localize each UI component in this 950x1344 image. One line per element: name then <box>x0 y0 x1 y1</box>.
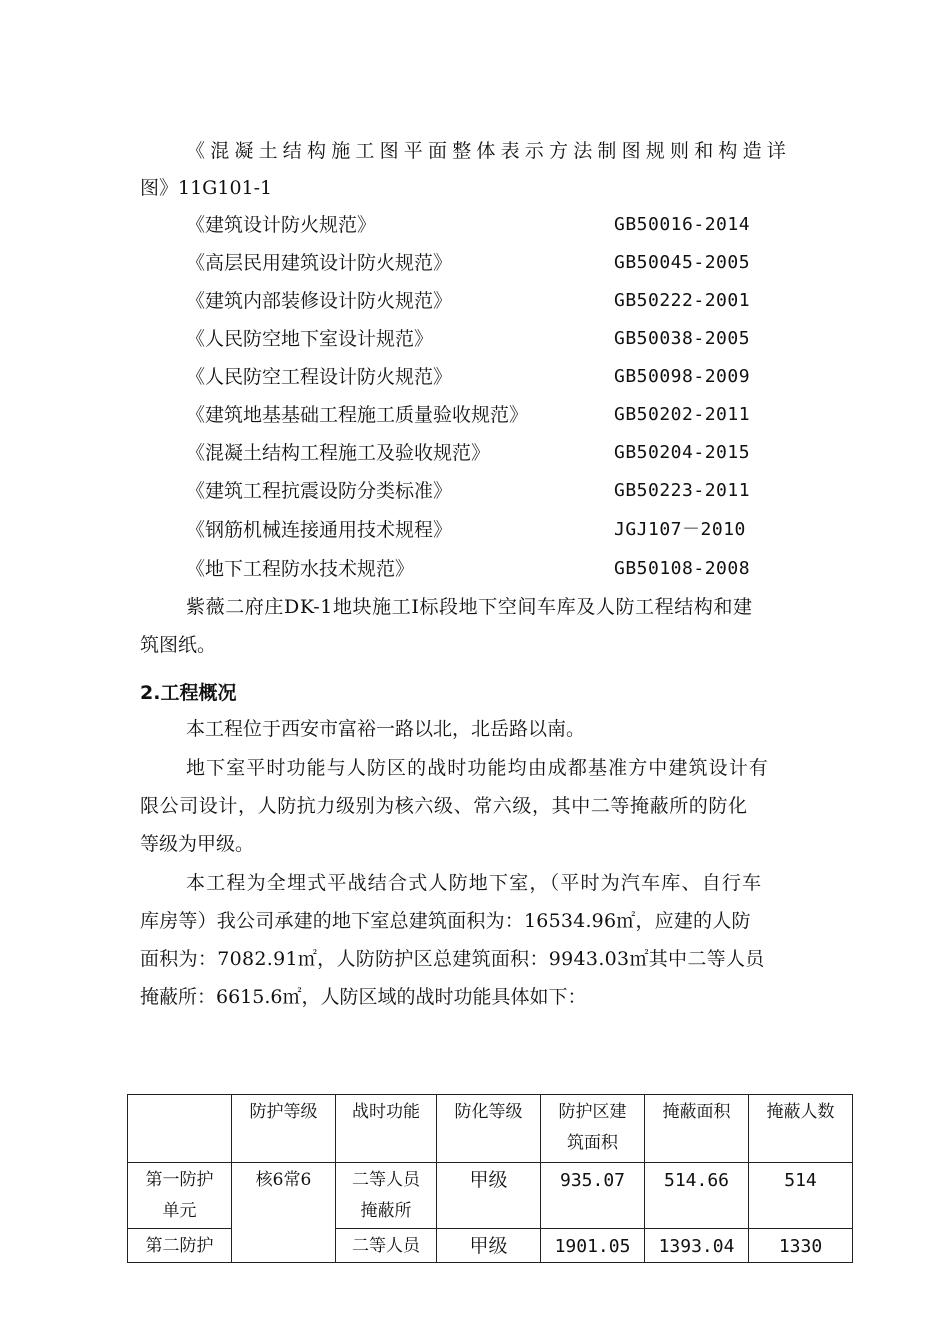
intro-line-1: 《混凝土结构施工图平面整体表示方法制图规则和构造详 <box>186 140 792 162</box>
paragraph-location: 本工程位于西安市富裕一路以北，北岳路以南。 <box>186 718 586 740</box>
unit-name-cell <box>128 1163 232 1229</box>
table-header-row <box>128 1095 853 1163</box>
section-heading: 2.工程概况 <box>140 682 237 704</box>
header-protected-area-line-2: 筑面积 <box>567 1133 618 1153</box>
reference-item <box>186 478 826 504</box>
reference-item <box>186 288 826 314</box>
unit-name-cell: 第二防护 <box>128 1229 232 1263</box>
chem-level-cell: 甲级 <box>437 1163 541 1229</box>
reference-code: GB50204-2015 <box>614 442 751 463</box>
paragraph-design-line-3: 等级为甲级。 <box>140 833 255 855</box>
paragraph-area-line-4: 掩蔽所：6615.6㎡，人防区域的战时功能具体如下： <box>140 986 587 1008</box>
drawings-line-2: 筑图纸。 <box>140 634 217 656</box>
reference-code: GB50016-2014 <box>614 214 751 235</box>
reference-code: GB50045-2005 <box>614 252 751 273</box>
reference-title: 《混凝土结构工程施工及验收规范》 <box>186 442 491 464</box>
reference-code: JGJ107－2010 <box>614 519 746 540</box>
reference-title: 《建筑工程抗震设防分类标准》 <box>186 480 453 502</box>
drawings-line-1: 紫薇二府庄DK-1地块施工Ⅰ标段地下空间车库及人防工程结构和建 <box>186 596 753 618</box>
reference-title: 《建筑设计防火规范》 <box>186 214 377 236</box>
header-shelter-people: 掩蔽人数 <box>749 1095 853 1163</box>
reference-code: GB50108-2008 <box>614 558 751 579</box>
reference-title: 《人民防空工程设计防火规范》 <box>186 366 453 388</box>
reference-item <box>186 440 826 466</box>
header-blank-cell <box>128 1095 232 1163</box>
header-protection-level: 防护等级 <box>232 1095 336 1163</box>
header-protected-area <box>541 1095 645 1163</box>
protected-area-cell: 1901.05 <box>541 1229 645 1263</box>
reference-item <box>186 402 826 428</box>
intro-line-2: 图》11G101-1 <box>140 177 273 199</box>
reference-item <box>186 212 826 238</box>
protection-level-cell: 核6常6 <box>232 1163 336 1263</box>
reference-title: 《人民防空地下室设计规范》 <box>186 328 434 350</box>
function-cell <box>336 1163 437 1229</box>
header-protected-area-line-1: 防护区建 <box>558 1102 627 1122</box>
reference-item <box>186 556 826 582</box>
shelter-area-cell: 514.66 <box>645 1163 749 1229</box>
reference-title: 《钢筋机械连接通用技术规程》 <box>186 519 453 541</box>
unit-name-line-2: 单元 <box>162 1201 197 1221</box>
reference-code: GB50038-2005 <box>614 328 751 349</box>
defense-unit-table <box>127 1094 853 1263</box>
function-line-2: 掩蔽所 <box>360 1201 412 1221</box>
shelter-people-cell: 1330 <box>749 1229 853 1263</box>
unit-name-line-1: 第一防护 <box>145 1170 214 1190</box>
reference-title: 《建筑内部装修设计防火规范》 <box>186 290 453 312</box>
paragraph-area-line-2: 库房等）我公司承建的地下室总建筑面积为：16534.96㎡，应建的人防 <box>140 910 751 932</box>
reference-code: GB50202-2011 <box>614 404 751 425</box>
reference-title: 《地下工程防水技术规范》 <box>186 558 415 580</box>
reference-item <box>186 364 826 390</box>
table-row <box>128 1163 853 1229</box>
paragraph-area-line-3: 面积为：7082.91㎡，人防防护区总建筑面积：9943.03㎡其中二等人员 <box>140 948 765 970</box>
reference-code: GB50223-2011 <box>614 480 751 501</box>
function-cell: 二等人员 <box>336 1229 437 1263</box>
paragraph-design-line-1: 地下室平时功能与人防区的战时功能均由成都基准方中建筑设计有 <box>186 757 769 779</box>
function-line-1: 二等人员 <box>352 1170 420 1190</box>
chem-level-cell: 甲级 <box>437 1229 541 1263</box>
paragraph-area-line-1: 本工程为全埋式平战结合式人防地下室，（平时为汽车库、自行车 <box>186 872 763 894</box>
shelter-area-cell: 1393.04 <box>645 1229 749 1263</box>
reference-code: GB50222-2001 <box>614 290 751 311</box>
protected-area-cell: 935.07 <box>541 1163 645 1229</box>
paragraph-design-line-2: 限公司设计，人防抗力级别为核六级、常六级，其中二等掩蔽所的防化 <box>140 795 748 817</box>
reference-code: GB50098-2009 <box>614 366 751 387</box>
reference-item <box>186 326 826 352</box>
reference-item <box>186 250 826 276</box>
shelter-people-cell: 514 <box>749 1163 853 1229</box>
reference-title: 《高层民用建筑设计防火规范》 <box>186 252 453 274</box>
header-shelter-area: 掩蔽面积 <box>645 1095 749 1163</box>
header-wartime-function: 战时功能 <box>336 1095 437 1163</box>
header-chem-level: 防化等级 <box>437 1095 541 1163</box>
reference-title: 《建筑地基基础工程施工质量验收规范》 <box>186 404 529 426</box>
reference-item <box>186 517 826 543</box>
